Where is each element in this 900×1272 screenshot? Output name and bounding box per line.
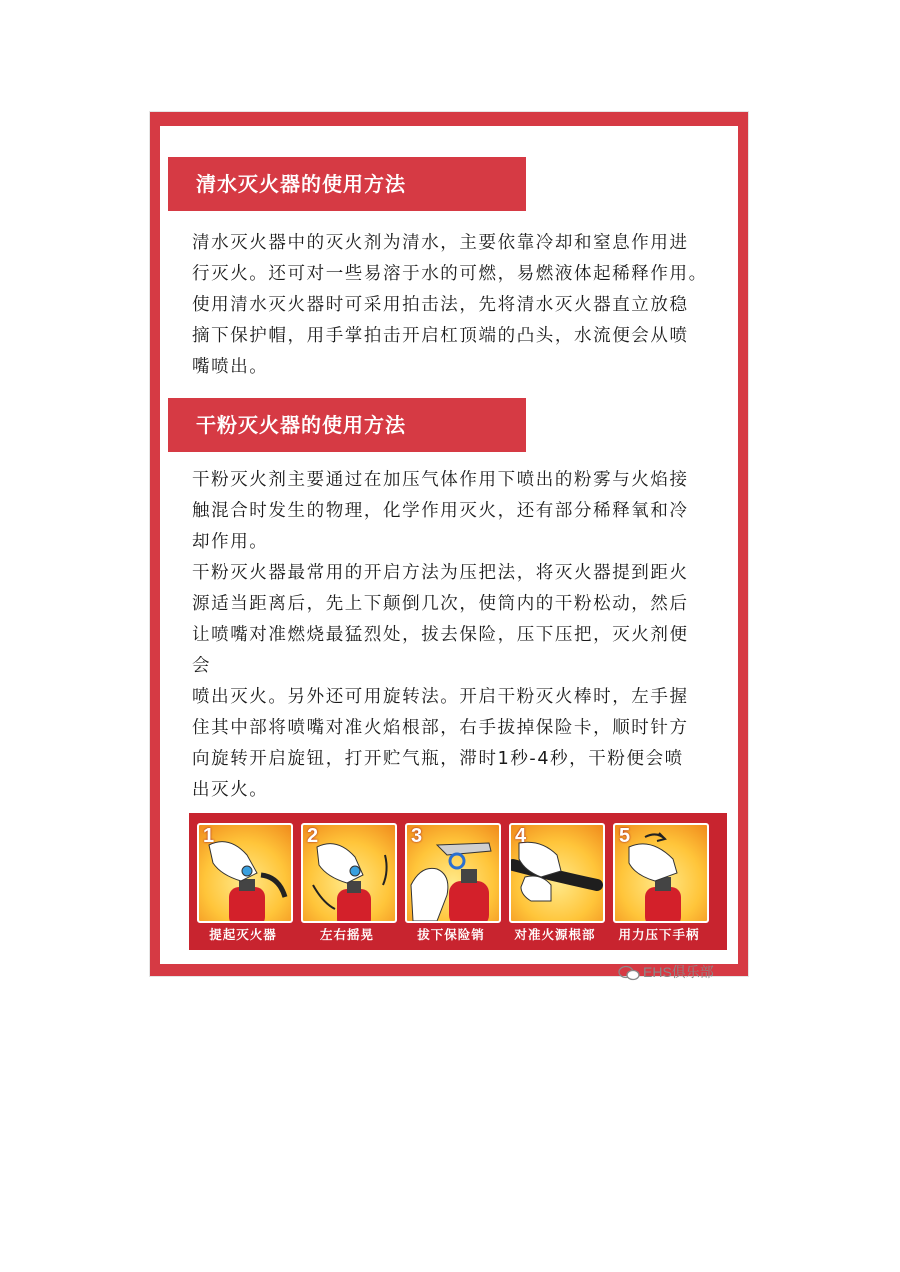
step-number: 1 [203, 825, 215, 847]
step-2-panel [301, 823, 397, 923]
step-label: 提起灭火器 [209, 927, 277, 942]
text-line: 向旋转开启旋钮，打开贮气瓶，滞时1秒-4秒，干粉便会喷 [192, 749, 684, 769]
text-line: 源适当距离后，先上下颠倒几次，使筒内的干粉松动，然后 [192, 594, 689, 614]
text-line: 嘴喷出。 [192, 357, 269, 377]
section-title-powder: 干粉灭火器的使用方法 [168, 398, 526, 452]
text-line: 干粉灭火剂主要通过在加压气体作用下喷出的粉雾与火焰接 [192, 470, 689, 490]
step-number: 2 [307, 825, 319, 847]
steps-strip [189, 813, 727, 950]
text-line: 却作用。 [192, 532, 269, 552]
text-line: 让喷嘴对准燃烧最猛烈处，拔去保险，压下压把，灭火剂便 [192, 625, 689, 645]
step-1-panel [197, 823, 293, 923]
step-label: 对准火源根部 [514, 927, 596, 942]
watermark-text: EHS俱乐部 [643, 964, 714, 980]
step-number: 5 [619, 825, 631, 847]
step-3-panel [405, 823, 501, 923]
poster-card [149, 111, 749, 980]
text-line: 行灭火。还可对一些易溶于水的可燃，易燃液体起稀释作用。 [192, 264, 708, 284]
step-label: 左右摇晃 [319, 927, 374, 942]
wechat-icon [618, 965, 640, 981]
text-line: 清水灭火器中的灭火剂为清水，主要依靠冷却和窒息作用进 [192, 233, 689, 253]
watermark [618, 962, 714, 982]
text-line: 摘下保护帽，用手掌拍击开启杠顶端的凸头，水流便会从喷 [192, 326, 689, 346]
paragraph-powder [192, 465, 732, 806]
step-label: 拔下保险销 [417, 927, 485, 942]
text-line: 出灭火。 [192, 780, 269, 800]
step-number: 3 [411, 825, 423, 847]
text-line: 使用清水灭火器时可采用拍击法，先将清水灭火器直立放稳 [192, 295, 689, 315]
paragraph-water [192, 228, 732, 383]
text-line: 干粉灭火器最常用的开启方法为压把法，将灭火器提到距火 [192, 563, 689, 583]
step-4-panel [509, 823, 605, 923]
step-label: 用力压下手柄 [618, 927, 700, 942]
text-line: 会 [192, 656, 212, 676]
text-line: 住其中部将喷嘴对准火焰根部，右手拔掉保险卡，顺时针方 [192, 718, 689, 738]
section-title-water: 清水灭火器的使用方法 [168, 157, 526, 211]
text-line: 喷出灭火。另外还可用旋转法。开启干粉灭火棒时，左手握 [192, 687, 689, 707]
text-line: 触混合时发生的物理，化学作用灭火，还有部分稀释氧和冷 [192, 501, 689, 521]
poster-inner [160, 126, 738, 980]
step-5-panel [613, 823, 709, 923]
step-number: 4 [515, 825, 527, 847]
